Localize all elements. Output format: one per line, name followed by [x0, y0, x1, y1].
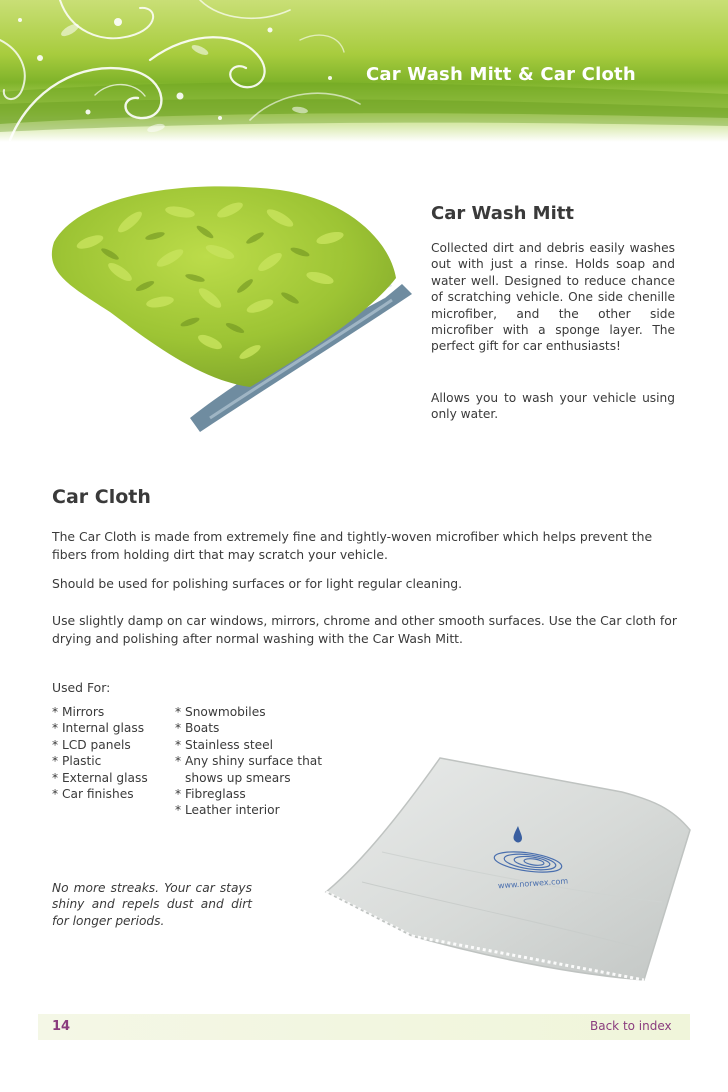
list-item: * Fibreglass	[175, 787, 246, 802]
list-item: * Boats	[175, 721, 220, 736]
car-cloth-image	[322, 752, 694, 987]
page-header	[0, 0, 728, 142]
car-wash-mitt-description: Collected dirt and debris easily washes out with just a rinse. Holds soap and water well. Designed to reduce chance of scratching vehicle. One side chenille microfiber, and the other side microfiber with a sponge layer. The perfect gift for car enthusiasts!	[431, 241, 675, 354]
list-item: * External glass	[52, 770, 148, 785]
car-cloth-paragraph-3: Use slightly damp on car windows, mirrors, chrome and other smooth surfaces. Use the Car cloth for drying and polishing after normal washing with the Car Wash Mitt.	[52, 613, 677, 646]
list-item: * Mirrors	[52, 705, 105, 719]
cloth-print-text: www.norwex.com	[497, 876, 569, 891]
used-for-list-1	[52, 704, 148, 802]
car-cloth-paragraph-2: Should be used for polishing surfaces or for light regular cleaning.	[52, 576, 463, 591]
list-item: * Any shiny surface that	[175, 754, 323, 769]
back-to-index-link[interactable]: Back to index	[590, 1019, 672, 1033]
car-cloth-tagline: No more streaks. Your car stays shiny and repels dust and dirt for longer periods.	[52, 881, 252, 928]
page-number: 14	[52, 1019, 71, 1034]
car-wash-mitt-image	[40, 182, 414, 432]
list-item: * Internal glass	[52, 721, 145, 736]
car-wash-mitt-title: Car Wash Mitt	[431, 203, 574, 224]
used-for-label: Used For:	[52, 680, 111, 695]
page-title: Car Wash Mitt & Car Cloth	[366, 64, 636, 85]
list-item: * Car finishes	[52, 787, 134, 802]
list-item: * Plastic	[52, 754, 102, 769]
list-item: * Leather interior	[175, 803, 280, 818]
list-item: * LCD panels	[52, 737, 131, 752]
list-item: shows up smears	[185, 770, 291, 785]
car-wash-mitt-note: Allows you to wash your vehicle using only water.	[431, 391, 675, 422]
car-cloth-title: Car Cloth	[52, 486, 151, 508]
used-for-list-2	[175, 704, 345, 819]
car-cloth-paragraph-1: The Car Cloth is made from extremely fine and tightly-woven microfiber which helps prevent the fibers from holding dirt that may scratch your vehicle.	[52, 529, 653, 562]
list-item: * Stainless steel	[175, 737, 274, 752]
list-item: * Snowmobiles	[175, 705, 266, 719]
